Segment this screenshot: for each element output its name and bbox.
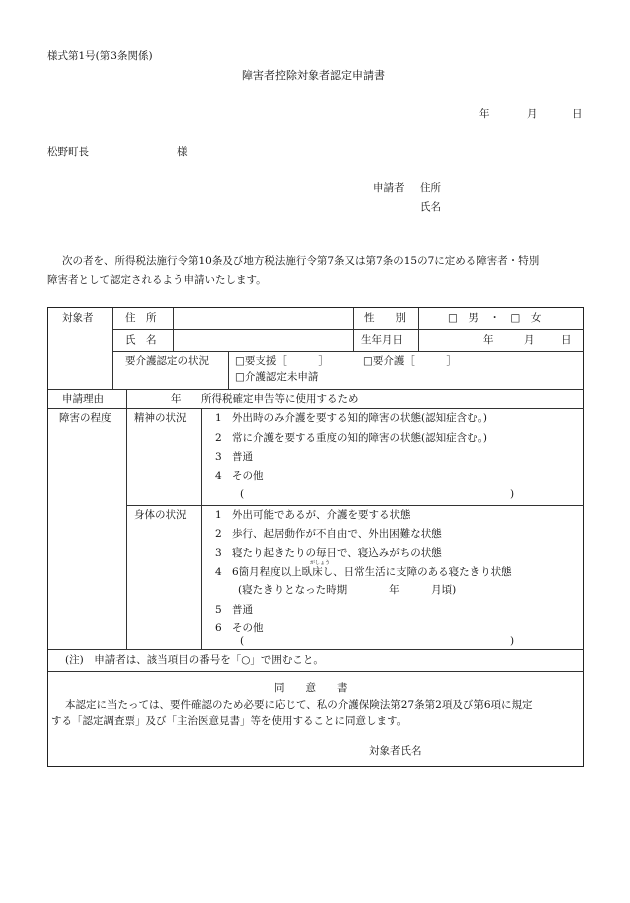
physical-item-6-num: 6 bbox=[215, 622, 222, 634]
reason-text: 所得税確定申告等に使用するため bbox=[201, 393, 359, 405]
physical-item-3-text: 寝たり起きたりの毎日で、寝込みがちの状態 bbox=[232, 547, 442, 559]
mental-other-open: ( bbox=[240, 488, 245, 500]
application-form-table bbox=[47, 307, 584, 767]
mental-other-close: ) bbox=[510, 488, 515, 500]
physical-item-6-text: その他 bbox=[232, 622, 264, 634]
applicant-label: 申請者 bbox=[373, 182, 405, 194]
addressee: 松野町長 bbox=[47, 146, 89, 158]
care-needed-checkbox[interactable]: □要介護［ ］ bbox=[363, 355, 457, 367]
care-unapplied-checkbox[interactable]: □介護認定未申請 bbox=[235, 371, 319, 383]
physical-item-4-text: 6箇月程度以上臥床し、日常生活に支障のある寝たきり状態 bbox=[232, 566, 512, 578]
physical-item-1-text: 外出可能であるが、介護を要する状態 bbox=[232, 509, 411, 521]
physical-item-5-text: 普通 bbox=[232, 604, 253, 616]
birth-month: 月 bbox=[524, 334, 535, 346]
page-title: 障害者控除対象者認定申請書 bbox=[242, 69, 385, 82]
date-day: 日 bbox=[572, 108, 583, 120]
bedridden-period: (寝たきりとなった時期 年 月頃) bbox=[238, 584, 457, 596]
intro-line-1: 次の者を、所得税法施行令第10条及び地方税法施行令第7条又は第7条の15の7に定める障害者・特別 bbox=[62, 255, 540, 267]
date-month: 月 bbox=[527, 108, 538, 120]
mental-item-4-text: その他 bbox=[232, 470, 264, 482]
birth-year: 年 bbox=[483, 334, 494, 346]
honorific: 様 bbox=[177, 146, 188, 158]
reason-year: 年 bbox=[171, 393, 182, 405]
physical-other-open: ( bbox=[240, 635, 245, 647]
name-label: 氏 名 bbox=[125, 334, 157, 346]
birth-day: 日 bbox=[561, 334, 572, 346]
mental-item-4-num: 4 bbox=[215, 470, 222, 482]
care-status-label: 要介護認定の状況 bbox=[125, 355, 209, 367]
physical-item-2-num: 2 bbox=[215, 528, 222, 540]
gender-label: 性 別 bbox=[364, 312, 406, 324]
mental-item-1-text: 外出時のみ介護を要する知的障害の状態(認知症含む。) bbox=[232, 412, 487, 424]
physical-other-close: ) bbox=[510, 635, 515, 647]
mental-item-2-text: 常に介護を要する重度の知的障害の状態(認知症含む。) bbox=[232, 432, 487, 444]
gender-options[interactable]: □ 男 ・ □ 女 bbox=[448, 312, 542, 324]
birthdate-label: 生年月日 bbox=[361, 334, 403, 346]
note: (注) 申請者は、該当項目の番号を「○」で囲むこと。 bbox=[65, 654, 324, 666]
subject-label: 対象者 bbox=[62, 312, 94, 324]
care-support-checkbox[interactable]: □要支援［ ］ bbox=[235, 355, 329, 367]
applicant-name-label: 氏名 bbox=[420, 201, 441, 213]
consent-line-2: する「認定調査票」及び「主治医意見書」等を使用することに同意します。 bbox=[51, 715, 408, 727]
degree-label: 障害の程度 bbox=[59, 412, 112, 424]
consent-line-1: 本認定に当たっては、要件確認のため必要に応じて、私の介護保険法第27条第2項及び第6項に規定 bbox=[65, 699, 533, 711]
mental-item-1-num: 1 bbox=[215, 412, 222, 424]
physical-item-1-num: 1 bbox=[215, 509, 222, 521]
mental-item-3-text: 普通 bbox=[232, 451, 253, 463]
applicant-address-label: 住所 bbox=[420, 182, 441, 194]
physical-item-3-num: 3 bbox=[215, 547, 222, 559]
physical-item-4-num: 4 bbox=[215, 566, 222, 578]
mental-item-3-num: 3 bbox=[215, 451, 222, 463]
subject-signature-label: 対象者氏名 bbox=[369, 745, 422, 757]
form-number: 様式第1号(第3条関係) bbox=[47, 50, 153, 62]
mental-item-2-num: 2 bbox=[215, 432, 222, 444]
intro-line-2: 障害者として認定されるよう申請いたします。 bbox=[47, 274, 267, 286]
address-label: 住 所 bbox=[125, 312, 157, 324]
physical-item-5-num: 5 bbox=[215, 604, 222, 616]
date-year: 年 bbox=[479, 108, 490, 120]
furigana-gashou: がしょう bbox=[310, 560, 331, 566]
consent-title: 同 意 書 bbox=[274, 682, 348, 694]
mental-label: 精神の状況 bbox=[134, 412, 187, 424]
physical-item-2-text: 歩行、起居動作が不自由で、外出困難な状態 bbox=[232, 528, 442, 540]
physical-label: 身体の状況 bbox=[134, 509, 187, 521]
reason-label: 申請理由 bbox=[62, 393, 104, 405]
